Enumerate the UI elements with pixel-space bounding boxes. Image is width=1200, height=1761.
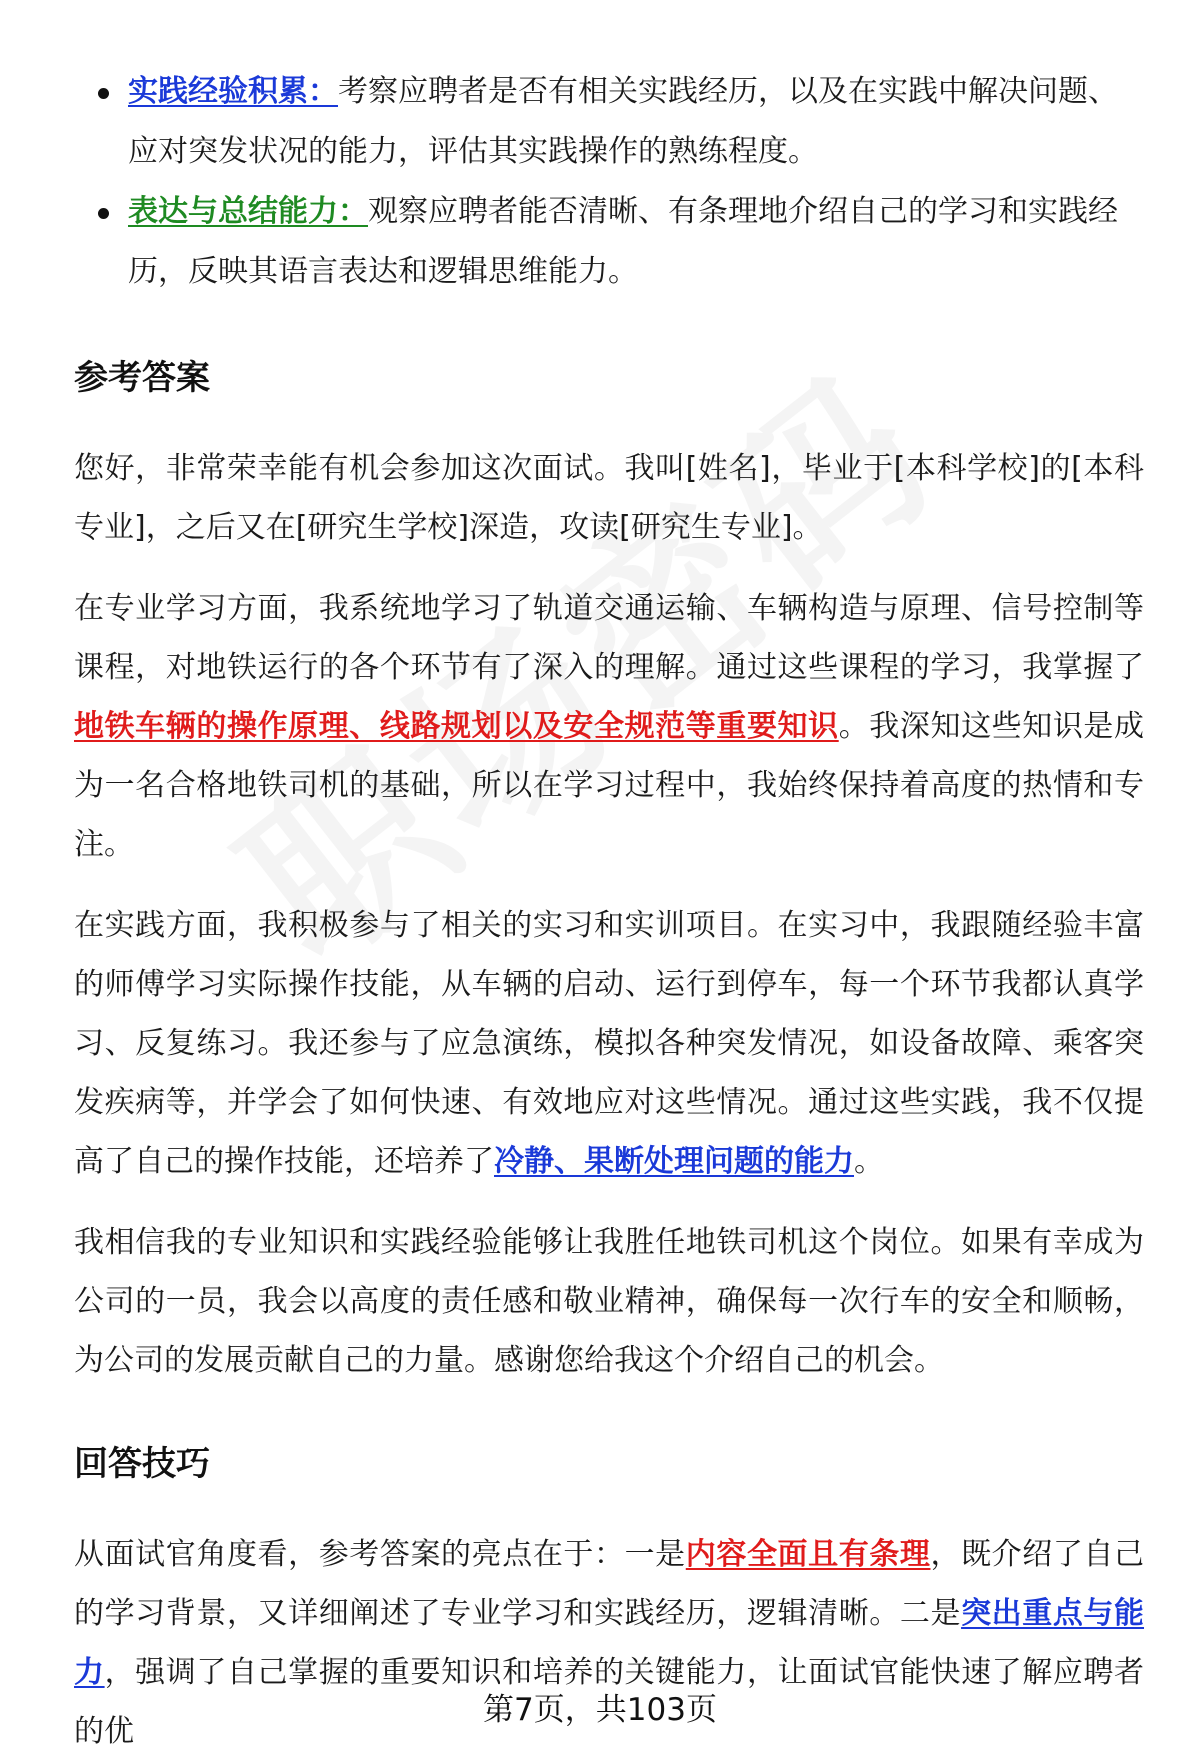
keyword-practice: 实践经验积累： — [128, 74, 338, 109]
paragraph-text: 从面试官角度看，参考答案的亮点在于：一是 — [74, 1537, 686, 1572]
heading-answer-tips: 回答技巧 — [74, 1444, 210, 1484]
list-item-text: 观察应聘者能否清晰、有条理地介绍自己的学习和实践经历，反映其语言表达和逻辑思维能力。 — [128, 194, 1118, 289]
paragraph-text: 。 — [854, 1144, 884, 1179]
paragraph-text: 。我深知这些知识是成为一名合格地铁司机的基础，所以在学习过程中，我始终保持着高度的热情和专注。 — [74, 709, 1145, 862]
highlight-focus: 突出重点与能力 — [74, 1596, 1145, 1690]
answer-paragraph-3 — [74, 896, 1144, 1191]
heading-reference-answer: 参考答案 — [74, 358, 210, 398]
keyword-expression: 表达与总结能力： — [128, 194, 368, 229]
answer-paragraph-1: 您好，非常荣幸能有机会参加这次面试。我叫[姓名]，毕业于[本科学校]的[本科专业]，之后又在[研究生学校]深造，攻读[研究生专业]。 — [74, 451, 1144, 545]
highlight-key-ability: 冷静、果断处理问题的能力 — [494, 1144, 854, 1179]
criteria-list — [74, 62, 1144, 302]
list-item-text: 考察应聘者是否有相关实践经历，以及在实践中解决问题、应对突发状况的能力，评估其实践操作的熟练程度。 — [128, 74, 1118, 169]
answer-paragraph-4: 我相信我的专业知识和实践经验能够让我胜任地铁司机这个岗位。如果有幸成为公司的一员，我会以高度的责任感和敬业精神，确保每一次行车的安全和顺畅，为公司的发展贡献自己的力量。感谢您给我这个介绍自己的机会。 — [74, 1225, 1144, 1378]
paragraph-text: 在实践方面，我积极参与了相关的实习和实训项目。在实习中，我跟随经验丰富的师傅学习实际操作技能，从车辆的启动、运行到停车，每一个环节我都认真学习、反复练习。我还参与了应急演练，模拟各种突发情况，如设备故障、乘客突发疾病等，并学会了如何快速、有效地应对这些情况。通过这些实践，我不仅提高了自己的操作技能，还培养了 — [74, 908, 1144, 1179]
paragraph-text: ，强调了自己掌握的重要知识和培养的关键能力，让面试官能快速了解应聘者的优 — [74, 1655, 1145, 1749]
paragraph-text: 在专业学习方面，我系统地学习了轨道交通运输、车辆构造与原理、信号控制等课程，对地铁运行的各个环节有了深入的理解。通过这些课程的学习，我掌握了 — [74, 591, 1144, 685]
highlight-comprehensive: 内容全面且有条理 — [685, 1537, 931, 1572]
page-number: 第7页，共103页 — [483, 1692, 717, 1728]
highlight-key-knowledge: 地铁车辆的操作原理、线路规划以及安全规范等重要知识 — [74, 709, 839, 744]
document-page — [74, 62, 1144, 1761]
list-item — [74, 182, 1144, 302]
list-item — [74, 62, 1144, 182]
paragraph-text: ，既介绍了自己的学习背景，又详细阐述了专业学习和实践经历，逻辑清晰。二是 — [74, 1537, 1145, 1631]
answer-paragraph-2 — [74, 579, 1144, 874]
